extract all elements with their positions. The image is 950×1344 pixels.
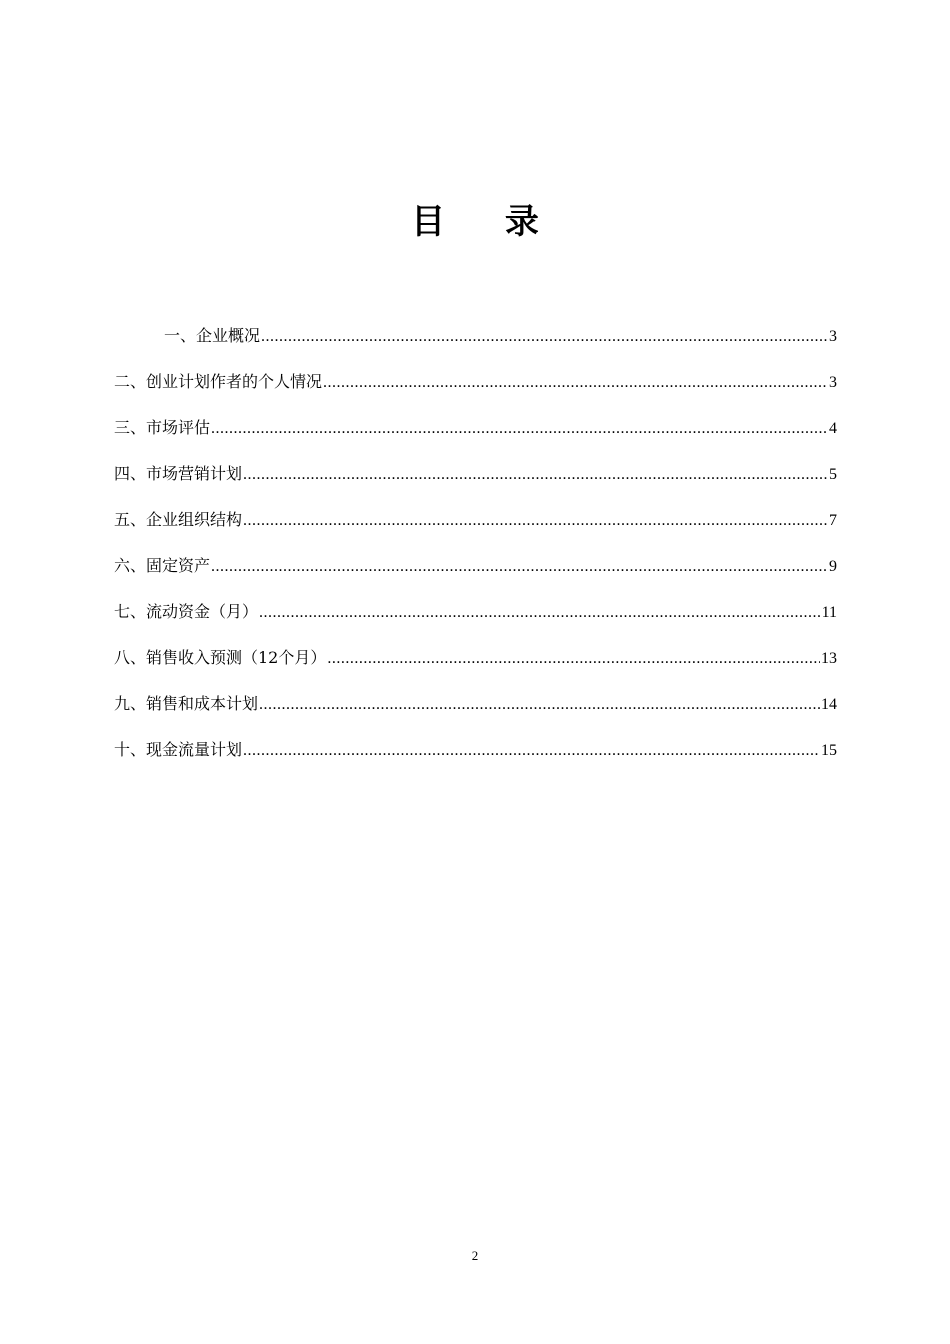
toc-entry-page: 7 bbox=[829, 512, 837, 529]
toc-dot-leader bbox=[243, 507, 828, 535]
toc-entry-label: 四、市场营销计划 bbox=[114, 464, 243, 483]
toc-dot-leader bbox=[327, 645, 820, 673]
toc-dot-leader bbox=[243, 461, 828, 489]
toc-entry[interactable] bbox=[114, 552, 837, 598]
toc-entry-page: 5 bbox=[829, 466, 837, 483]
toc-entry[interactable] bbox=[114, 368, 837, 414]
toc-entry-label: 三、市场评估 bbox=[114, 418, 211, 437]
page-number: 2 bbox=[471, 1248, 479, 1263]
table-of-contents bbox=[114, 322, 837, 782]
toc-entry-label: 七、流动资金（月） bbox=[114, 602, 259, 621]
toc-entry-page: 14 bbox=[821, 696, 837, 713]
toc-entry[interactable] bbox=[114, 414, 837, 460]
toc-dot-leader bbox=[211, 415, 828, 443]
toc-entry-label: 一、企业概况 bbox=[164, 326, 261, 345]
toc-entry-label: 九、销售和成本计划 bbox=[114, 694, 259, 713]
toc-dot-leader bbox=[259, 691, 820, 719]
toc-entry[interactable] bbox=[114, 506, 837, 552]
toc-entry-label: 五、企业组织结构 bbox=[114, 510, 243, 529]
toc-entry[interactable] bbox=[114, 690, 837, 736]
toc-dot-leader bbox=[323, 369, 828, 397]
toc-entry-page: 3 bbox=[829, 374, 837, 391]
toc-entry[interactable] bbox=[114, 322, 837, 368]
toc-entry-label: 二、创业计划作者的个人情况 bbox=[114, 372, 323, 391]
toc-dot-leader bbox=[211, 553, 828, 581]
toc-entry-label: 十、现金流量计划 bbox=[114, 740, 243, 759]
page-title: 目 录 bbox=[411, 202, 563, 242]
toc-entry-page: 13 bbox=[821, 650, 837, 667]
toc-entry-page: 4 bbox=[829, 420, 837, 437]
toc-entry-page: 15 bbox=[821, 742, 837, 759]
toc-entry[interactable] bbox=[114, 736, 837, 782]
toc-dot-leader bbox=[261, 323, 828, 351]
toc-entry-label: 八、销售收入预测（12个月） bbox=[114, 648, 327, 667]
toc-entry[interactable] bbox=[114, 460, 837, 506]
toc-entry[interactable] bbox=[114, 644, 837, 690]
toc-entry[interactable] bbox=[114, 598, 837, 644]
toc-entry-page: 3 bbox=[829, 328, 837, 345]
toc-entry-page: 11 bbox=[821, 604, 837, 621]
toc-dot-leader bbox=[259, 599, 821, 627]
toc-entry-page: 9 bbox=[829, 558, 837, 575]
toc-entry-label: 六、固定资产 bbox=[114, 556, 211, 575]
toc-dot-leader bbox=[243, 737, 820, 765]
